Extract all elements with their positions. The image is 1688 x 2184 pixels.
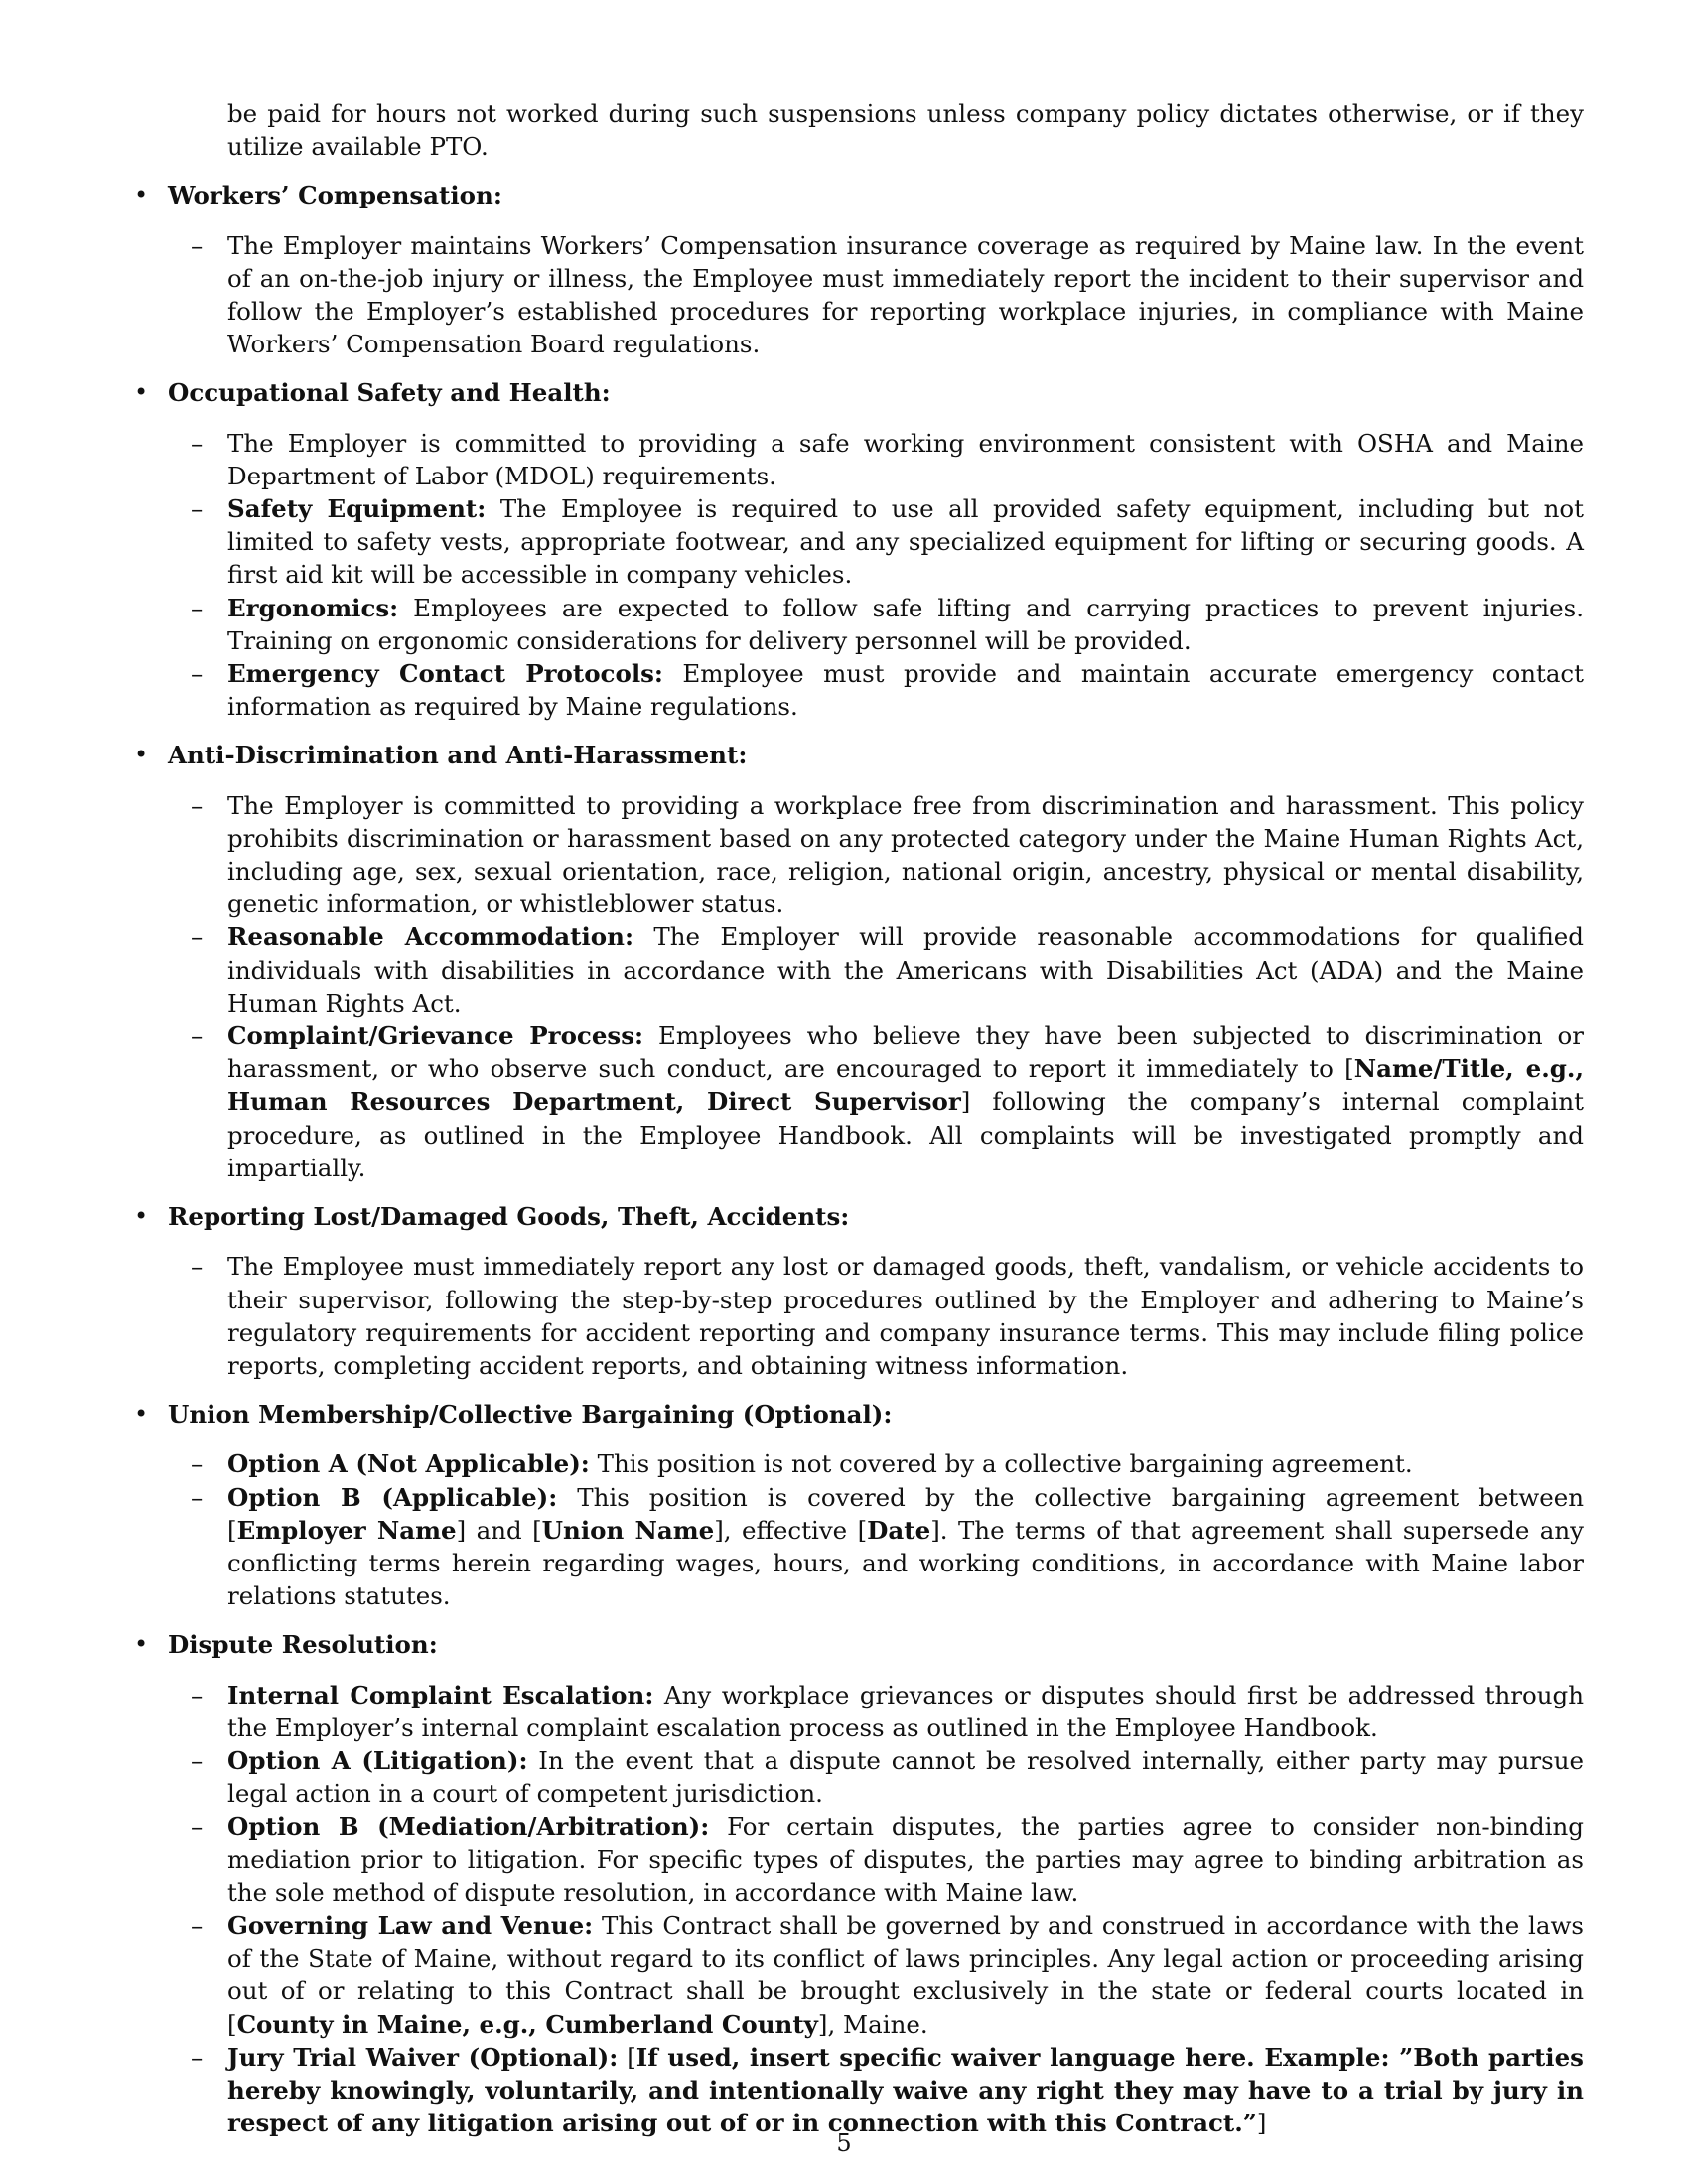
item-text: The Employee is required to use all provided safety equipment, including but not limited to safety vests, appropriate footwear, and any specialized equipment for lifting or securing goods. A first aid kit will be accessible in company vehicles.	[227, 494, 1584, 590]
page-content	[129, 97, 1584, 2139]
item-lead: Option B (Mediation/Arbitration):	[227, 1812, 710, 1842]
dash-icon: –	[191, 1910, 204, 1940]
dash-icon: –	[191, 593, 204, 622]
section-title: Union Membership/Collective Bargaining (Optional):	[168, 1400, 893, 1430]
section-title: Anti-Discrimination and Anti-Harassment:	[168, 741, 748, 770]
bullet-icon: •	[134, 378, 149, 407]
item-lead: Jury Trial Waiver (Optional):	[227, 2042, 619, 2072]
list-item	[168, 920, 1584, 1020]
section	[129, 1398, 1584, 1612]
item-text: ] and [	[456, 1515, 542, 1545]
item-lead: Governing Law and Venue:	[227, 1910, 594, 1940]
section-list	[129, 179, 1584, 2139]
section-title: Occupational Safety and Health:	[168, 378, 611, 408]
list-item	[168, 492, 1584, 592]
item-text: Name/Title, e.g., Human Resources Department, Direct Supervisor	[227, 1054, 1584, 1117]
list-item	[168, 1679, 1584, 1744]
section-title: Workers’ Compensation:	[168, 181, 502, 210]
item-text: The Employer is committed to providing a workplace free from discrimination and harassment. This policy prohibits discrimination or harassment based on any protected category under the Maine Human Rights Act, including age, sex, sexual orientation, race, religion, national origin, ancestry, physical or mental disability, genetic information, or whistleblower status.	[227, 790, 1584, 919]
item-text: Date	[867, 1515, 931, 1545]
dash-icon: –	[191, 1745, 204, 1775]
section	[129, 376, 1584, 723]
item-lead: Option A (Litigation):	[227, 1745, 528, 1775]
item-list	[168, 789, 1584, 1184]
item-list	[168, 1250, 1584, 1382]
item-text: ] following the company’s internal complaint procedure, as outlined in the Employee Handbook. All complaints will be investigated promptly and impartially.	[227, 1087, 1584, 1182]
item-text: Employees who believe they have been subjected to discrimination or harassment, or who observe such conduct, are encouraged to report it immediately to [	[227, 1022, 1584, 1084]
item-lead: Reasonable Accommodation:	[227, 922, 633, 952]
item-text: ]	[1256, 2109, 1267, 2138]
list-item	[168, 1447, 1584, 1480]
item-lead: Emergency Contact Protocols:	[227, 659, 663, 689]
item-lead: Option A (Not Applicable):	[227, 1449, 590, 1479]
bullet-icon: •	[134, 741, 149, 769]
dash-icon: –	[191, 230, 204, 260]
continuation-paragraph: be paid for hours not worked during such suspensions unless company policy dictates otherwise, or if they utilize available PTO.	[227, 99, 1584, 162]
item-lead: Safety Equipment:	[227, 494, 487, 524]
item-text: In the event that a dispute cannot be resolved internally, either party may pursue legal action in a court of competent jurisdiction.	[227, 1745, 1584, 1809]
section	[129, 1200, 1584, 1382]
dash-icon: –	[191, 659, 204, 689]
list-item	[168, 592, 1584, 657]
item-text: This Contract shall be governed by and construed in accordance with the laws of the State of Maine, without regard to its conflict of laws principles. Any legal action or proceeding arising out of or relating to this Contract shall be brought exclusively in the state or federal courts located in [	[227, 1910, 1584, 2039]
dash-icon: –	[191, 428, 204, 458]
item-text: For certain disputes, the parties agree to consider non-binding mediation prior to litigation. For specific types of disputes, the parties may agree to binding arbitration as the sole method of dispute resolution, in accordance with Maine law.	[227, 1812, 1584, 1907]
section-title: Dispute Resolution:	[168, 1630, 438, 1660]
bullet-icon: •	[134, 1202, 149, 1231]
section	[129, 1628, 1584, 2139]
item-text: The Employer will provide reasonable accommodations for qualified individuals with disabilities in accordance with the Americans with Disabilities Act (ADA) and the Maine Human Rights Act.	[227, 922, 1584, 1018]
item-text: ], effective [	[714, 1515, 868, 1545]
list-item	[168, 1020, 1584, 1184]
section	[129, 739, 1584, 1184]
item-text: The Employee must immediately report any lost or damaged goods, theft, vandalism, or vehicle accidents to their supervisor, following the step-by-step procedures outlined by the Employer and adhering to Maine’s regulatory requirements for accident reporting and company insurance terms. This may include filing police reports, completing accident reports, and obtaining witness information.	[227, 1252, 1584, 1380]
list-item	[168, 1810, 1584, 1909]
dash-icon: –	[191, 922, 204, 952]
item-list	[168, 229, 1584, 361]
item-text: [	[618, 2042, 636, 2072]
list-item	[168, 1744, 1584, 1810]
section	[129, 179, 1584, 360]
item-text: ]. The terms of that agreement shall supersede any conflicting terms herein regarding wages, hours, and working conditions, in accordance with Maine labor relations statutes.	[227, 1515, 1584, 1611]
dash-icon: –	[191, 2042, 204, 2072]
dash-icon: –	[191, 1680, 204, 1709]
bullet-icon: •	[134, 1400, 149, 1429]
list-item	[168, 427, 1584, 492]
dash-icon: –	[191, 1812, 204, 1842]
list-item	[168, 789, 1584, 921]
list-item	[168, 229, 1584, 361]
bullet-icon: •	[134, 181, 149, 209]
item-text: County in Maine, e.g., Cumberland County	[236, 2009, 818, 2039]
item-text: If used, insert specific waiver language here. Example: ”Both parties hereby knowingly, voluntarily, and intentionally waive any right they may have to a trial by jury in respect of any litigation arising out of or in connection with this Contract.”	[227, 2042, 1584, 2138]
bullet-icon: •	[134, 1630, 149, 1659]
item-text: The Employer is committed to providing a safe working environment consistent with OSHA and Maine Department of Labor (MDOL) requirements.	[227, 428, 1584, 490]
item-text: Any workplace grievances or disputes should first be addressed through the Employer’s internal complaint escalation process as outlined in the Employee Handbook.	[227, 1680, 1584, 1742]
dash-icon: –	[191, 790, 204, 820]
item-text: This position is covered by the collective bargaining agreement between [	[227, 1482, 1585, 1545]
item-list	[168, 1679, 1584, 2140]
list-item	[168, 1250, 1584, 1382]
item-text: Union Name	[541, 1515, 715, 1545]
item-text: Employee must provide and maintain accurate emergency contact information as required by Maine regulations.	[227, 659, 1584, 722]
item-text: The Employer maintains Workers’ Compensation insurance coverage as required by Maine law. In the event of an on-the-job injury or illness, the Employee must immediately report the incident to their supervisor and follow the Employer’s established procedures for reporting workplace injuries, in compliance with Maine Workers’ Compensation Board regulations.	[227, 230, 1584, 359]
item-text: ], Maine.	[817, 2009, 928, 2039]
item-lead: Complaint/Grievance Process:	[227, 1022, 644, 1051]
dash-icon: –	[191, 1449, 204, 1479]
dash-icon: –	[191, 1252, 204, 1282]
list-item	[168, 2041, 1584, 2140]
item-lead: Internal Complaint Escalation:	[227, 1680, 654, 1709]
item-text: Employees are expected to follow safe lifting and carrying practices to prevent injuries. Training on ergonomic considerations for delivery personnel will be provided.	[227, 593, 1584, 655]
item-text: Employer Name	[236, 1515, 457, 1545]
dash-icon: –	[191, 1482, 204, 1512]
dash-icon: –	[191, 1022, 204, 1051]
section-title: Reporting Lost/Damaged Goods, Theft, Accidents:	[168, 1202, 850, 1232]
list-item	[168, 657, 1584, 723]
item-lead: Option B (Applicable):	[227, 1482, 558, 1512]
list-item	[168, 1481, 1584, 1613]
item-text: This position is not covered by a collective bargaining agreement.	[589, 1449, 1413, 1479]
dash-icon: –	[191, 494, 204, 524]
item-list	[168, 1447, 1584, 1612]
page-number: 5	[836, 2129, 852, 2157]
item-list	[168, 427, 1584, 724]
list-item	[168, 1909, 1584, 2041]
item-lead: Ergonomics:	[227, 593, 399, 622]
